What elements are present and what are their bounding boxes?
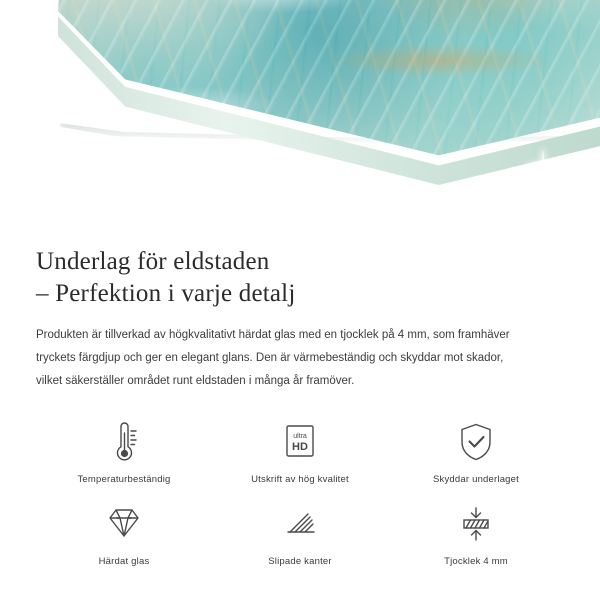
product-description-line-2: tryckets färgdjup och ger en elegant glans. Den är värmebeständig och skyddar mot skador, [36, 352, 504, 364]
product-description [36, 324, 556, 393]
page-title-line-1: Underlag för eldstaden [36, 248, 270, 275]
content-section [0, 222, 600, 567]
feature-label: Slipade kanter [268, 556, 332, 567]
thickness-icon [453, 501, 499, 547]
feature-item-temperature [36, 419, 212, 485]
product-description-line-3: vilket säkerställer området runt eldstaden i många år framöver. [36, 375, 355, 387]
diamond-icon [101, 501, 147, 547]
feature-label: Skyddar underlaget [433, 474, 519, 485]
page-title [36, 246, 564, 310]
glass-panel-photo [0, 0, 600, 222]
feature-item-tempered-glass [36, 501, 212, 567]
hero-image [0, 0, 600, 222]
feature-item-print-quality [212, 419, 388, 485]
svg-text:ultra: ultra [293, 433, 307, 440]
ultra-hd-icon [278, 419, 322, 465]
feature-item-thickness [388, 501, 564, 567]
feature-label: Temperaturbeständig [77, 474, 171, 485]
feature-item-polished-edges [212, 501, 388, 567]
feature-label: Härdat glas [98, 556, 150, 567]
svg-text:HD: HD [292, 441, 308, 453]
product-description-line-1: Produkten är tillverkad av högkvalitativt härdat glas med en tjocklek på 4 mm, som framhäver [36, 329, 510, 341]
polished-edges-icon [277, 501, 323, 547]
feature-item-protection [388, 419, 564, 485]
feature-label: Tjocklek 4 mm [444, 556, 508, 567]
feature-grid [36, 419, 564, 567]
page-title-line-2: – Perfektion i varje detalj [36, 280, 296, 307]
feature-label: Utskrift av hög kvalitet [251, 474, 349, 485]
shield-check-icon [455, 419, 497, 465]
thermometer-icon [104, 419, 144, 465]
